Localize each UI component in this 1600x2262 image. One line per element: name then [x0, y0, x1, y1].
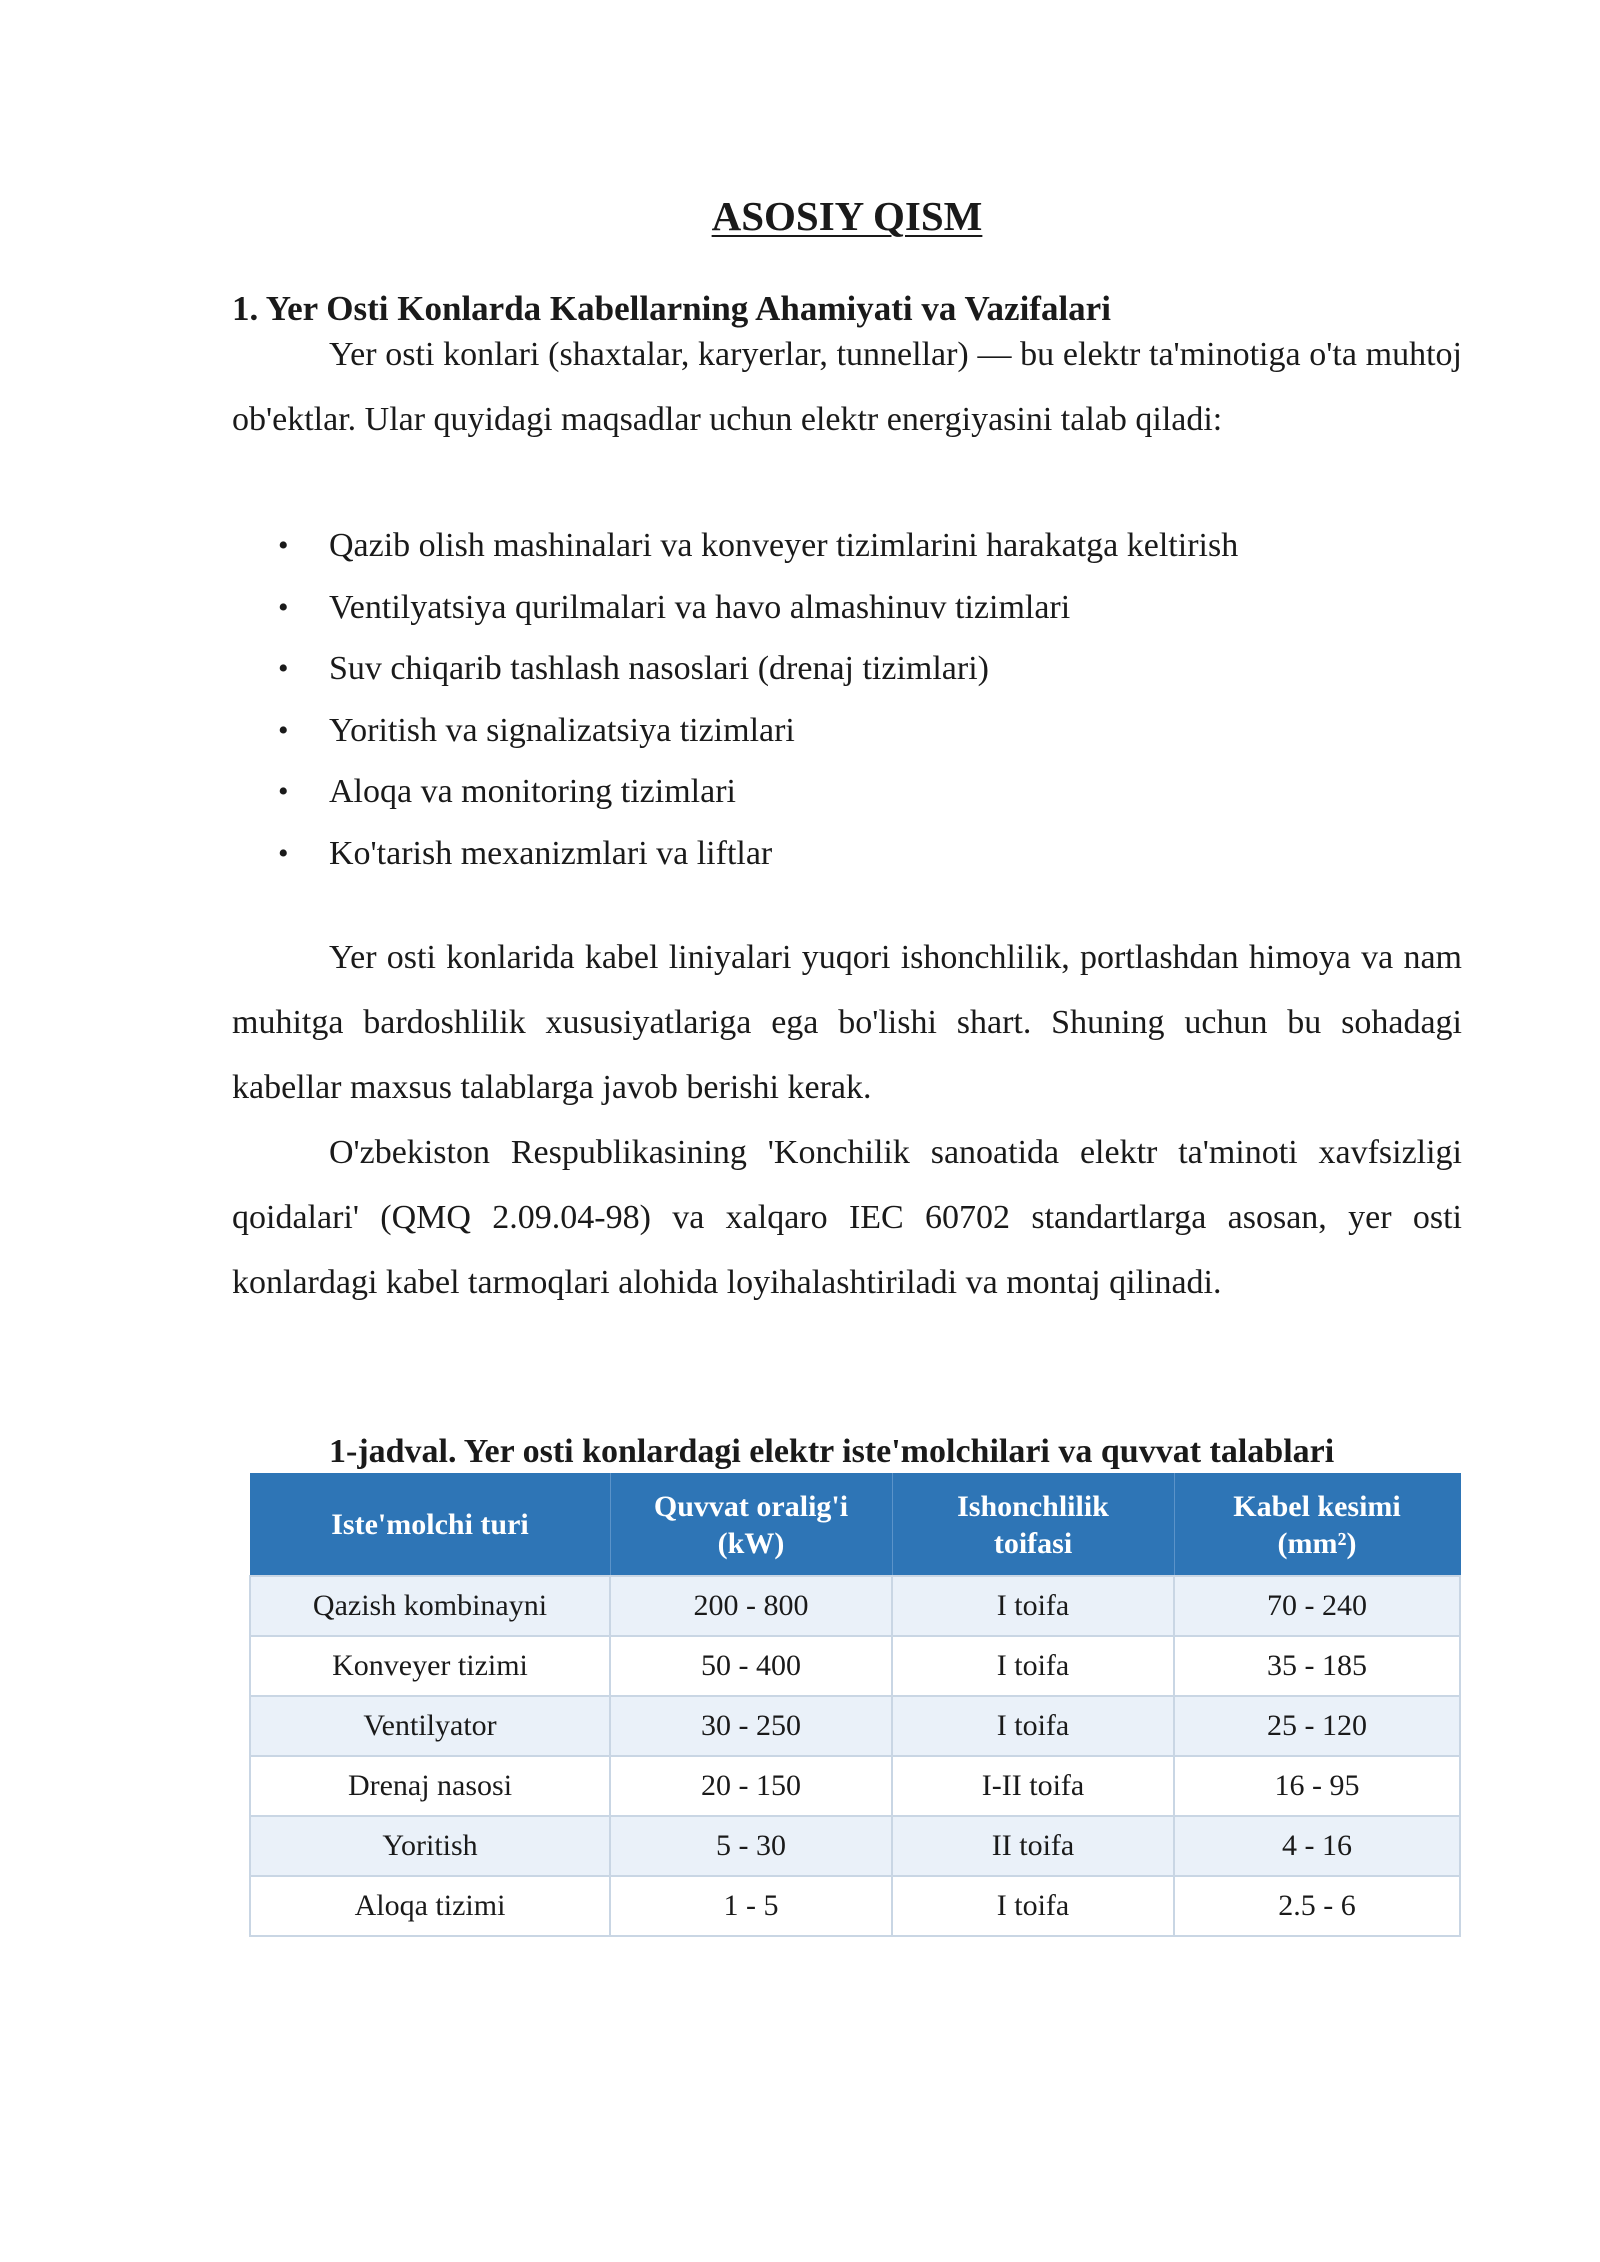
list-item-text: Aloqa va monitoring tizimlari — [329, 773, 736, 810]
list-item-text: Ventilyatsiya qurilmalari va havo almashinuv tizimlari — [329, 588, 1071, 626]
column-header: Ishonchlilik toifasi — [892, 1474, 1174, 1577]
body-paragraph: O'zbekiston Respublikasining 'Konchilik sanoatida elektr ta'minoti xavfsizligi qoidalari' (QMQ 2.09.04-98) va xalqaro IEC 60702 standartlarga asosan, yer osti konlardagi kabel tarmoqlari alohida loyihalashtiriladi va montaj qilinadi. — [232, 1134, 1462, 1301]
table-cell: Aloqa tizimi — [250, 1876, 610, 1936]
intro-paragraph: Yer osti konlari (shaxtalar, karyerlar, tunnellar) — bu elektr ta'minotiga o'ta muhtoj ob'ektlar. Ular quyidagi maqsadlar uchun elektr energiyasini talab qiladi: — [232, 336, 1462, 438]
bullet-icon: • — [278, 713, 289, 747]
table-cell: 4 - 16 — [1174, 1816, 1460, 1876]
list-item-text: Suv chiqarib tashlash nasoslari (drenaj tizimlari) — [329, 650, 989, 687]
table-cell: 1 - 5 — [610, 1876, 892, 1936]
table-cell: Ventilyator — [250, 1696, 610, 1756]
page-title: ASOSIY QISM — [711, 193, 983, 239]
table-cell: 35 - 185 — [1174, 1636, 1460, 1696]
table-cell: 70 - 240 — [1174, 1576, 1460, 1636]
list-item — [232, 823, 1462, 885]
list-item — [232, 700, 1462, 762]
list-item-text: Ko'tarish mexanizmlari va liftlar — [329, 834, 773, 872]
table-cell: Konveyer tizimi — [250, 1636, 610, 1696]
table-header-row — [250, 1474, 1460, 1577]
table-cell: 20 - 150 — [610, 1756, 892, 1816]
table-cell: I-II toifa — [892, 1756, 1174, 1816]
column-header: Kabel kesimi (mm²) — [1174, 1474, 1460, 1577]
table-cell: 50 - 400 — [610, 1636, 892, 1696]
list-item — [232, 761, 1462, 823]
bullet-icon: • — [278, 836, 289, 870]
table-caption: 1-jadval. Yer osti konlardagi elektr iste'molchilari va quvvat talablari — [329, 1433, 1335, 1470]
column-header: Iste'molchi turi — [250, 1474, 610, 1577]
table-cell: I toifa — [892, 1696, 1174, 1756]
table-row — [250, 1636, 1460, 1696]
bullet-icon: • — [278, 590, 289, 624]
table-cell: 30 - 250 — [610, 1696, 892, 1756]
list-item — [232, 638, 1462, 700]
table-cell: 200 - 800 — [610, 1576, 892, 1636]
table-row — [250, 1816, 1460, 1876]
bullet-list — [232, 515, 1462, 884]
table-row — [250, 1576, 1460, 1636]
table-cell: I toifa — [892, 1876, 1174, 1936]
table-cell: II toifa — [892, 1816, 1174, 1876]
list-item-text: Qazib olish mashinalari va konveyer tizimlarini harakatga keltirish — [329, 527, 1239, 564]
list-item — [232, 577, 1462, 639]
body-paragraph: Yer osti konlarida kabel liniyalari yuqori ishonchlilik, portlashdan himoya va nam muhitga bardoshlilik xususiyatlariga ega bo'lishi shart. Shuning uchun bu sohadagi kabellar maxsus talablarga javob berishi kerak. — [232, 939, 1462, 1106]
table-cell: 5 - 30 — [610, 1816, 892, 1876]
table-cell: I toifa — [892, 1576, 1174, 1636]
table-cell: Drenaj nasosi — [250, 1756, 610, 1816]
table-cell: Yoritish — [250, 1816, 610, 1876]
table-cell: I toifa — [892, 1636, 1174, 1696]
bullet-icon: • — [278, 529, 289, 562]
section-heading: 1. Yer Osti Konlarda Kabellarning Ahamiyati va Vazifalari — [232, 289, 1111, 328]
list-item-text: Yoritish va signalizatsiya tizimlari — [329, 711, 795, 749]
table-cell: 16 - 95 — [1174, 1756, 1460, 1816]
table-cell: 25 - 120 — [1174, 1696, 1460, 1756]
table-cell: Qazish kombinayni — [250, 1576, 610, 1636]
table-row — [250, 1696, 1460, 1756]
table-cell: 2.5 - 6 — [1174, 1876, 1460, 1936]
table-row — [250, 1756, 1460, 1816]
list-item — [232, 515, 1462, 577]
data-table — [249, 1473, 1461, 1937]
table-row — [250, 1876, 1460, 1936]
bullet-icon: • — [278, 652, 289, 685]
bullet-icon: • — [278, 775, 289, 808]
column-header: Quvvat oralig'i (kW) — [610, 1474, 892, 1577]
